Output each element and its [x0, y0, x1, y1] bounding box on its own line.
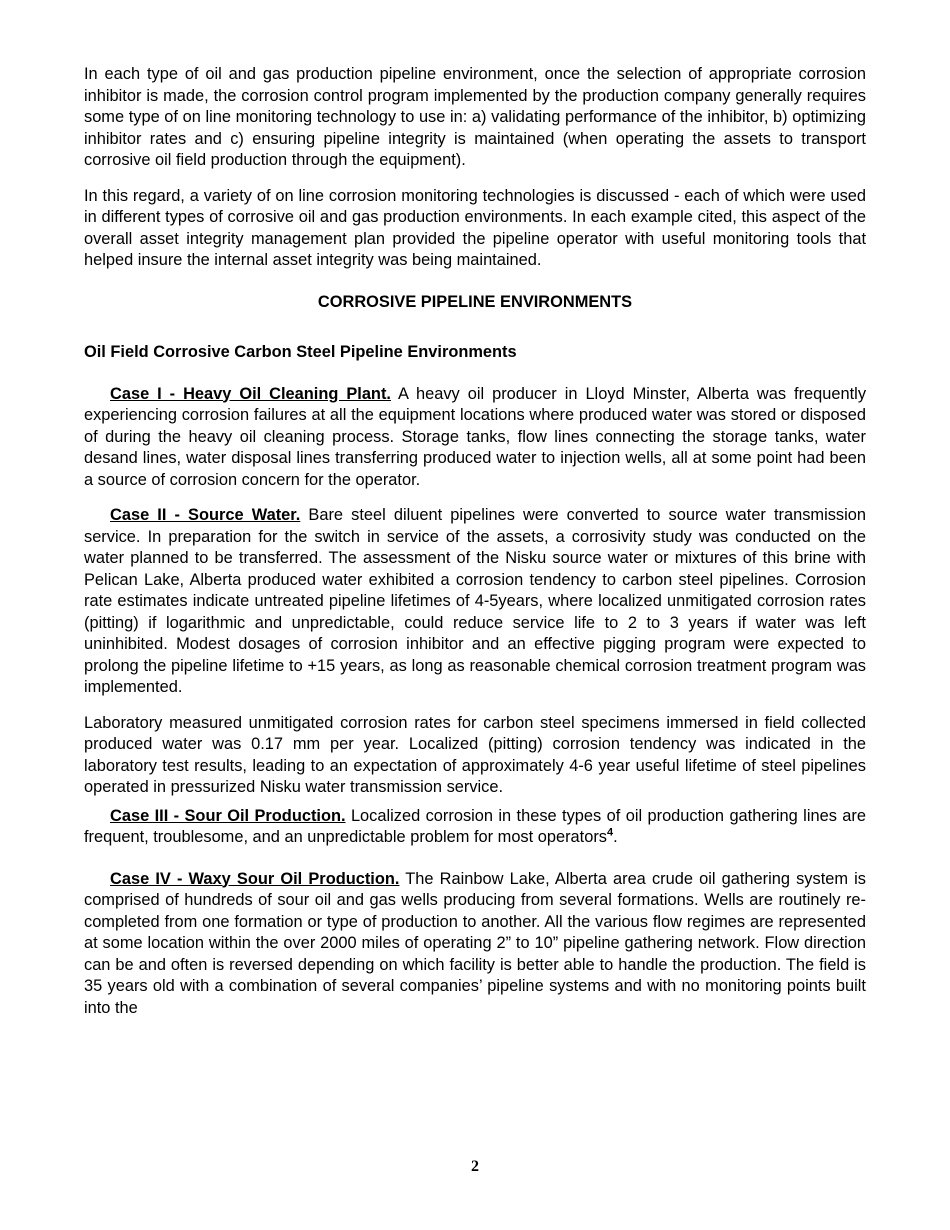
footnote-reference: 4	[606, 826, 614, 839]
intro-paragraph-1: In each type of oil and gas production pipeline environment, once the selection of appropriate corrosion inhibitor is made, the corrosion control program implemented by the production company generally requires some type of on line monitoring technology to use in: a) validating performance of the inhibitor, b) optimizing inhibitor rates and c) ensuring pipeline integrity is maintained (when operating the assets to transport corrosive oil field production through the equipment).	[84, 65, 866, 169]
page-number: 2	[471, 1158, 479, 1175]
case-1-title: Case I - Heavy Oil Cleaning Plant.	[110, 384, 391, 403]
case-3-text: Localized corrosion in these types of oil production gathering lines are frequent, troublesome, and an unpredictable problem for most operators	[84, 806, 866, 846]
case-3-paragraph	[84, 806, 866, 849]
case-4-title: Case IV - Waxy Sour Oil Production.	[110, 869, 400, 888]
case-3-title: Case III - Sour Oil Production.	[110, 806, 346, 825]
case-4-text: The Rainbow Lake, Alberta area crude oil gathering system is comprised of hundreds of sour oil and gas wells producing from several formations. Wells are routinely re-completed from one formation or type of production to another. All the various flow regimes are represented at some location within the over 2000 miles of operating 2” to 10” pipeline gathering network. Flow direction can be and often is reversed depending on which facility is better able to handle the production. The field is 35 years old with a combination of several companies’ pipeline systems and with no monitoring points built into the	[84, 869, 867, 1017]
case-4-paragraph	[84, 869, 866, 1020]
lab-results-paragraph: Laboratory measured unmitigated corrosion rates for carbon steel specimens immersed in field collected produced water was 0.17 mm per year. Localized (pitting) corrosion tendency was indicated in the laboratory test results, leading to an expectation of approximately 4-6 year useful lifetime of steel pipelines operated in pressurized Nisku water transmission service.	[84, 713, 866, 796]
case-1-text: A heavy oil producer in Lloyd Minster, Alberta was frequently experiencing corrosion failures at all the equipment locations where produced water was stored or disposed of during the heavy oil cleaning process. Storage tanks, flow lines connecting the storage tanks, water desand lines, water disposal lines transferring produced water to injection wells, all at some point had been a source of corrosion concern for the operator.	[84, 384, 867, 489]
intro-paragraph-2: In this regard, a variety of on line corrosion monitoring technologies is discussed - each of which were used in different types of corrosive oil and gas production environments. In each example cited, this aspect of the overall asset integrity management plan provided the pipeline operator with useful monitoring tools that helped insure the internal asset integrity was being maintained.	[84, 186, 866, 269]
document-page	[84, 64, 866, 1019]
case-2-paragraph	[84, 505, 866, 699]
case-2-text: Bare steel diluent pipelines were converted to source water transmission service. In preparation for the switch in service of the assets, a corrosivity study was conducted on the water planned to be transferred. The assessment of the Nisku source water or mixtures of this brine with Pelican Lake, Alberta produced water exhibited a corrosion tendency to carbon steel pipelines. Corrosion rate estimates indicate untreated pipeline lifetimes of 4-5years, where localized unmitigated corrosion rates (pitting) if logarithmic and unpredictable, could reduce service life to 2 to 3 years if water was left uninhibited. Modest dosages of corrosion inhibitor and an effective pigging program were expected to prolong the pipeline lifetime to +15 years, as long as reasonable chemical corrosion treatment program was implemented.	[84, 506, 866, 696]
case-2-title: Case II - Source Water.	[110, 506, 301, 524]
section-title: CORROSIVE PIPELINE ENVIRONMENTS	[317, 292, 633, 311]
subsection-title: Oil Field Corrosive Carbon Steel Pipeline Environments	[84, 343, 517, 361]
case-3-end: .	[613, 828, 618, 846]
case-1-paragraph	[84, 384, 866, 492]
